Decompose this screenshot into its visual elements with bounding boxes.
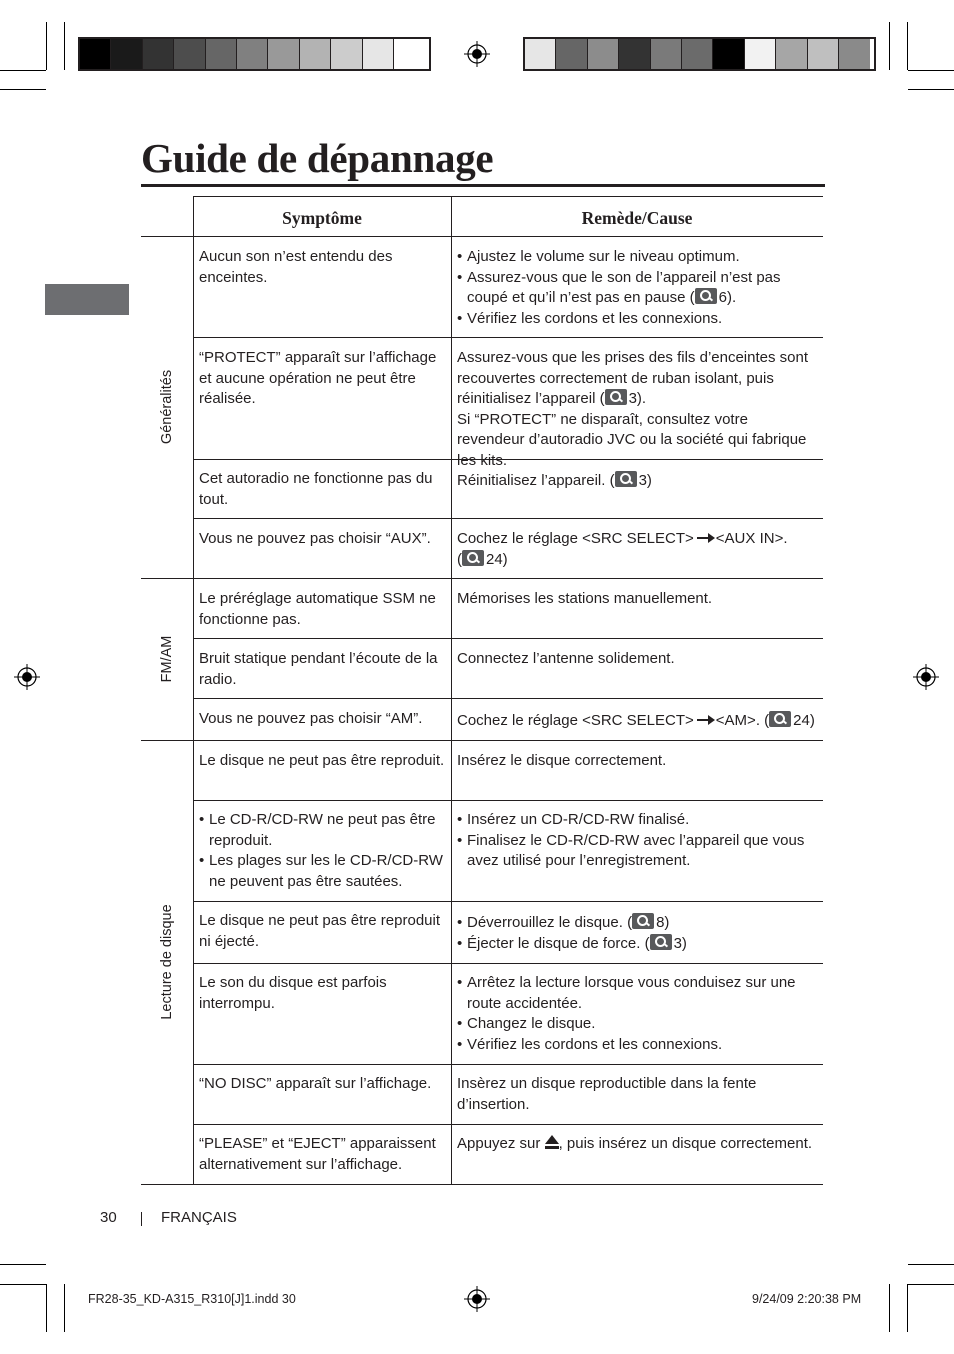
remedy-cell: Cochez le réglage <SRC SELECT> <AUX IN>. ( 24) — [457, 530, 788, 568]
footer-language: FRANÇAIS — [161, 1209, 237, 1226]
color-swatch — [80, 39, 111, 69]
color-swatch — [143, 39, 174, 69]
color-swatch — [174, 39, 205, 69]
arrow-right-icon — [697, 537, 713, 539]
color-swatch — [300, 39, 331, 69]
remedy-cell: Insérez le disque correctement. — [457, 752, 667, 769]
list-item: • Vérifiez les cordons et les connexions. — [457, 1035, 819, 1056]
symptom-cell: Aucun son n’est entendu des enceintes. — [199, 248, 393, 286]
arrow-right-icon — [697, 719, 713, 721]
color-swatch — [745, 39, 776, 69]
title-rule — [141, 184, 825, 187]
list-item: • Finalisez le CD-R/CD-RW avec l’appareil que vous avez utilisé pour l’enregistrement. — [457, 831, 819, 872]
color-swatch — [808, 39, 839, 69]
magnifier-icon — [462, 550, 484, 566]
color-swatch — [111, 39, 142, 69]
color-calibration-bar-left — [78, 37, 431, 71]
magnifier-icon — [615, 471, 637, 487]
list-item: • Insérez un CD-R/CD-RW finalisé. — [457, 810, 819, 831]
remedy-cell — [457, 973, 819, 1055]
color-swatch — [363, 39, 394, 69]
color-swatch — [556, 39, 587, 69]
symptom-cell: Le disque ne peut pas être reproduit. — [199, 752, 445, 769]
magnifier-icon — [695, 288, 717, 304]
remedy-cell — [457, 810, 819, 872]
remedy-cell: Appuyez sur , puis insérez un disque correctement. — [457, 1135, 813, 1152]
color-swatch — [619, 39, 650, 69]
remedy-cell — [457, 247, 819, 329]
symptom-cell — [199, 810, 449, 892]
color-swatch — [331, 39, 362, 69]
remedy-cell: Réinitialisez l’appareil. ( 3) — [457, 472, 652, 489]
remedy-cell: Mémorises les stations manuellement. — [457, 590, 713, 607]
remedy-cell — [457, 913, 819, 954]
color-swatch — [776, 39, 807, 69]
category-fmam: FM/AM — [159, 635, 175, 683]
category-general: Généralités — [159, 369, 175, 445]
slug-filename: FR28-35_KD-A315_R310[J]1.indd 30 — [88, 1292, 296, 1306]
color-swatch — [525, 39, 556, 69]
magnifier-icon — [650, 934, 672, 950]
color-swatch — [588, 39, 619, 69]
list-item: • Vérifiez les cordons et les connexions. — [457, 309, 819, 330]
registration-mark-icon — [464, 41, 490, 67]
symptom-cell: Vous ne pouvez pas choisir “AM”. — [199, 710, 423, 727]
color-swatch — [682, 39, 713, 69]
list-item: • Éjecter le disque de force. ( 3) — [457, 934, 819, 955]
symptom-cell: “NO DISC” apparaît sur l’affichage. — [199, 1075, 432, 1092]
color-swatch — [651, 39, 682, 69]
page-number: 30 — [100, 1209, 117, 1226]
color-swatch — [839, 39, 870, 69]
header-remedy: Remède/Cause — [581, 208, 693, 228]
registration-mark-icon — [913, 664, 939, 690]
color-swatch — [268, 39, 299, 69]
symptom-cell: “PLEASE” et “EJECT” apparaissent alternativement sur l’affichage. — [199, 1135, 436, 1173]
registration-mark-icon — [14, 664, 40, 690]
symptom-cell: Le préréglage automatique SSM ne fonctionne pas. — [199, 590, 436, 628]
page-title: Guide de dépannage — [141, 135, 494, 181]
color-calibration-bar-right — [523, 37, 876, 71]
registration-mark-icon — [464, 1286, 490, 1312]
category-disc: Lecture de disque — [159, 904, 175, 1020]
remedy-cell: Assurez-vous que les prises des fils d’enceintes sont recouvertes correctement de ruban isolant, puis réinitialisez l’appareil ( 3). Si “PROTECT” ne disparaît, consultez votre revendeur d’autoradio JVC ou la société qui fabrique les kits. — [457, 349, 809, 469]
symptom-cell: Le son du disque est parfois interrompu. — [199, 974, 387, 1012]
symptom-cell: Le disque ne peut pas être reproduit ni éjecté. — [199, 912, 441, 950]
language-tab-marker — [45, 284, 129, 315]
footer-separator — [141, 1212, 142, 1226]
magnifier-icon — [632, 913, 654, 929]
list-item: • Arrêtez la lecture lorsque vous conduisez sur une route accidentée. — [457, 973, 819, 1014]
symptom-cell: Cet autoradio ne fonctionne pas du tout. — [199, 470, 433, 508]
list-item: • Le CD-R/CD-RW ne peut pas être reproduit. — [199, 810, 449, 851]
remedy-cell: Connectez l’antenne solidement. — [457, 650, 675, 667]
color-swatch — [237, 39, 268, 69]
header-symptom: Symptôme — [282, 208, 362, 228]
list-item: • Déverrouillez le disque. ( 8) — [457, 913, 819, 934]
magnifier-icon — [605, 389, 627, 405]
list-item: • Changez le disque. — [457, 1014, 819, 1035]
magnifier-icon — [769, 711, 791, 727]
remedy-cell: Cochez le réglage <SRC SELECT> <AM>. ( 24) — [457, 712, 815, 729]
table-header — [193, 196, 823, 237]
color-swatch — [394, 39, 425, 69]
list-item: • Ajustez le volume sur le niveau optimum. — [457, 247, 819, 268]
color-swatch — [713, 39, 744, 69]
eject-icon — [545, 1135, 559, 1149]
symptom-cell: “PROTECT” apparaît sur l’affichage et aucune opération ne peut être réalisée. — [199, 349, 437, 408]
symptom-cell: Bruit statique pendant l’écoute de la radio. — [199, 650, 438, 688]
symptom-cell: Vous ne pouvez pas choisir “AUX”. — [199, 530, 431, 547]
color-swatch — [206, 39, 237, 69]
list-item: • Les plages sur les le CD-R/CD-RW ne peuvent pas être sautées. — [199, 851, 449, 892]
list-item: • Assurez-vous que le son de l’appareil n’est pas coupé et qu’il n’est pas en pause ( 6). — [457, 268, 819, 309]
slug-date: 9/24/09 2:20:38 PM — [752, 1292, 862, 1306]
remedy-cell: Insèrez un disque reproductible dans la fente d’insertion. — [457, 1075, 757, 1113]
